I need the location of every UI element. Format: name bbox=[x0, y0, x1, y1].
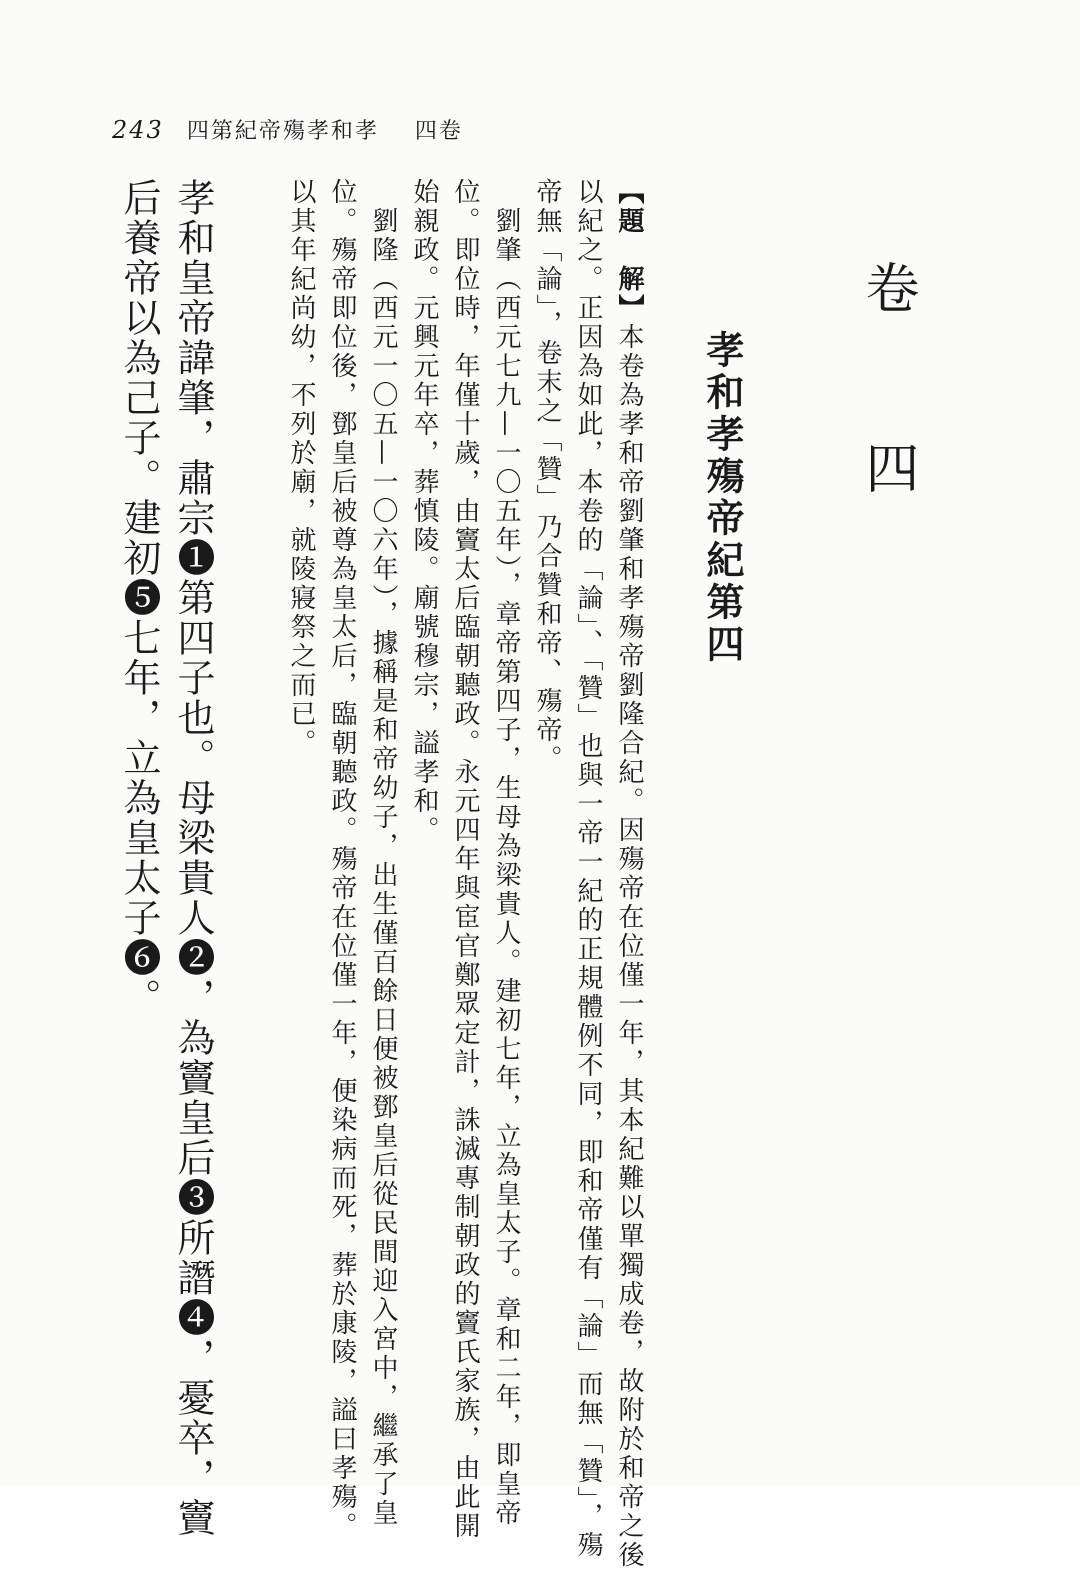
commentary-block bbox=[280, 178, 649, 1570]
running-header bbox=[112, 114, 463, 145]
classic-text-block bbox=[112, 178, 220, 1538]
header-title: 四第紀帝殤孝和孝 bbox=[186, 119, 379, 144]
volume-title: 卷 四 bbox=[857, 260, 920, 530]
commentary-column-1 bbox=[608, 178, 649, 1570]
commentary-paragraph: 本卷為孝和帝劉肇和孝殤帝劉隆合紀。因殤帝在位僅一年，其本紀難以單獨成卷，故附於和帝之後 bbox=[614, 323, 644, 1570]
chapter-title: 孝和孝殤帝紀第四 bbox=[700, 330, 745, 666]
commentary-column-5: 位。即位時，年僅十歲，由竇太后臨朝聽政。永元四年與宦官鄭眾定計，誅滅專制朝政的竇氏家族，由此開 bbox=[450, 178, 480, 1541]
commentary-column-3: 帝無「論」，卷末之「贊」乃合贊和帝、殤帝。 bbox=[532, 178, 562, 774]
commentary-column-4: 劉肇（西元七九—一〇五年），章帝第四子，生母為梁貴人。建初七年，立為皇太子。章和二年，即皇帝 bbox=[491, 178, 521, 1528]
commentary-column-8: 位。殤帝即位後，鄧皇后被尊為皇太后，臨朝聽政。殤帝在位僅一年，便染病而死，葬於康陵，謚曰孝殤。 bbox=[327, 178, 357, 1541]
commentary-column-2: 以紀之。正因為如此，本卷的「論」、「贊」也與一帝一紀的正規體例不同，即和帝僅有「論」而無「贊」，殤 bbox=[573, 178, 603, 1560]
commentary-tag: 【題 解】 bbox=[614, 178, 644, 323]
commentary-column-6: 始親政。元興元年卒，葬慎陵。廟號穆宗，謚孝和。 bbox=[409, 178, 439, 845]
commentary-column-7: 劉隆（西元一〇五—一〇六年），據稱是和帝幼子，出生僅百餘日便被鄧皇后從民間迎入宮中，繼承了皇 bbox=[368, 178, 398, 1528]
header-volume: 四卷 bbox=[414, 119, 463, 144]
commentary-column-9: 以其年紀尚幼，不列於廟，就陵寢祭之而已。 bbox=[286, 178, 316, 758]
page-number: 243 bbox=[112, 116, 164, 144]
classic-column-2: 后養帝以為己子。建初❺七年，立為皇太子❻。 bbox=[117, 178, 161, 1018]
classic-column-1: 孝和皇帝諱肇，肅宗❶第四子也。母梁貴人❷，為竇皇后❸所譖❹，憂卒，竇 bbox=[171, 178, 215, 1538]
